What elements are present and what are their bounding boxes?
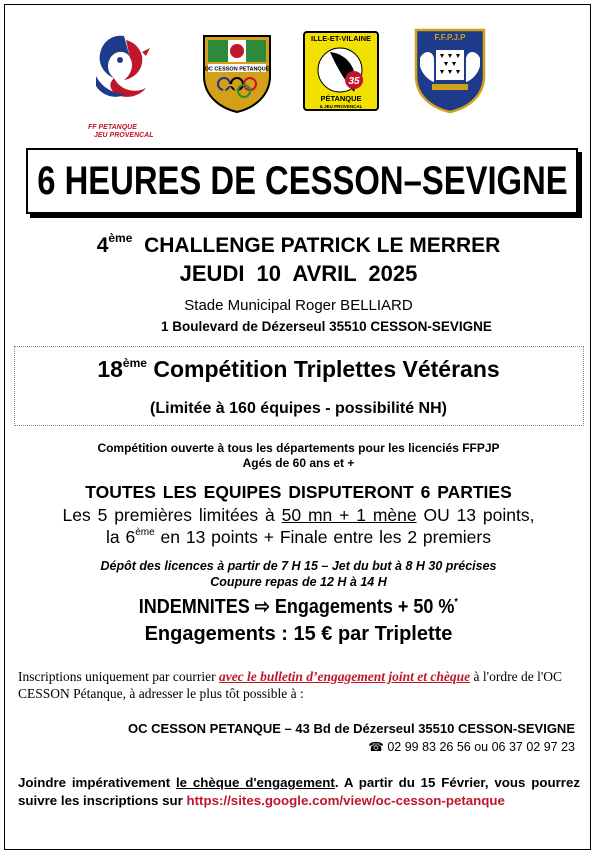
club-phone: ☎ 02 99 83 26 56 ou 06 37 02 97 23 bbox=[368, 740, 575, 754]
ffpjp-shield-text: F.F.P.J.P bbox=[434, 33, 466, 42]
first-games-part1: Les 5 premières limitées à bbox=[62, 505, 282, 525]
competition-line bbox=[0, 356, 597, 383]
stade-address: 1 Boulevard de Dézerseul 35510 CESSON-SEVIGNE bbox=[161, 319, 492, 334]
join-part2: . A partir du 15 Février, vous pourrez suivre les inscriptions sur bbox=[18, 775, 580, 808]
ille-logo-bottom-text: PÉTANQUE bbox=[320, 94, 362, 103]
registration-link[interactable]: https://sites.google.com/view/oc-cesson-petanque bbox=[186, 793, 505, 808]
caption-line-1: FF PETANQUE bbox=[88, 124, 137, 131]
sixth-game-suffix: ème bbox=[135, 527, 155, 538]
limited-teams: (Limitée à 160 équipes - possibilité NH) bbox=[150, 400, 447, 417]
sixth-game-part1: la 6 bbox=[105, 527, 136, 547]
oc-cesson-logo bbox=[200, 32, 274, 114]
join-text bbox=[18, 774, 580, 810]
competition-number: 18 bbox=[97, 356, 123, 382]
club-address: OC CESSON PETANQUE – 43 Bd de Dézerseul 35510 CESSON-SEVIGNE bbox=[128, 721, 575, 736]
first-games-part2: OU 13 points, bbox=[416, 505, 535, 525]
sixth-game-part2: en 13 points + Finale entre les 2 premiers bbox=[154, 527, 491, 547]
indemnites-text: Engagements + 50 % bbox=[275, 596, 455, 618]
competition-suffix: ème bbox=[122, 356, 147, 370]
age-requirement: Agés de 60 ans et + bbox=[242, 456, 355, 470]
stade-name: Stade Municipal Roger BELLIARD bbox=[184, 297, 413, 314]
open-to-text: Compétition ouverte à tous les départements pour les licenciés FFPJP bbox=[97, 441, 500, 455]
indemnites-asterisk: * bbox=[454, 597, 459, 608]
competition-text: Compétition Triplettes Vétérans bbox=[153, 356, 500, 382]
sixth-game-rule bbox=[0, 527, 597, 548]
games-count: TOUTES LES EQUIPES DISPUTERONT 6 PARTIES bbox=[85, 482, 512, 502]
first-games-time-limit: 50 mn + 1 mène bbox=[281, 505, 417, 525]
indemnites-line bbox=[0, 594, 597, 619]
registration-text bbox=[18, 668, 580, 702]
cesson-logo-text: OC CESSON PETANQUE bbox=[204, 66, 270, 73]
join-cheque: le chèque d'engagement bbox=[175, 775, 335, 790]
logos-row bbox=[0, 26, 597, 139]
ff-petanque-caption bbox=[88, 124, 168, 140]
challenge-suffix: ème bbox=[108, 231, 133, 245]
registration-part1: Inscriptions uniquement par courrier bbox=[18, 669, 219, 684]
registration-part2: à l'ordre de l'OC CESSON Pétanque, à adresser le plus tôt possible à : bbox=[18, 669, 563, 701]
ffpjp-shield-logo bbox=[412, 28, 488, 114]
challenge-line bbox=[0, 231, 597, 258]
ille-logo-number: 35 bbox=[348, 76, 360, 87]
ille-et-vilaine-logo bbox=[302, 30, 380, 112]
join-part1: Joindre impérativement bbox=[18, 775, 176, 790]
indemnites-label: INDEMNITES bbox=[138, 596, 250, 618]
entry-fee: Engagements : 15 € par Triplette bbox=[144, 623, 453, 645]
ille-logo-sub-text: & JEU PROVENCAL bbox=[319, 104, 363, 109]
event-date: JEUDI 10 AVRIL 2025 bbox=[179, 261, 418, 286]
schedule-lunch: Coupure repas de 12 H à 14 H bbox=[210, 575, 387, 589]
challenge-text: CHALLENGE PATRICK LE MERRER bbox=[144, 234, 501, 257]
ff-petanque-rooster-logo bbox=[84, 30, 160, 122]
ille-logo-top-text: ILLE-ET-VILAINE bbox=[311, 34, 371, 43]
registration-highlight: avec le bulletin d’engagement joint et chèque bbox=[218, 669, 471, 684]
challenge-number: 4 bbox=[96, 234, 109, 257]
schedule-depot: Dépôt des licences à partir de 7 H 15 – Jet du but à 8 H 30 précises bbox=[100, 559, 497, 573]
arrow-right-icon: ⇨ bbox=[254, 596, 270, 618]
page-title: 6 HEURES DE CESSON–SEVIGNE bbox=[36, 158, 568, 203]
caption-line-2: JEU PROVENCAL bbox=[94, 132, 154, 139]
first-games-rule bbox=[0, 505, 597, 526]
title-box bbox=[26, 148, 578, 214]
